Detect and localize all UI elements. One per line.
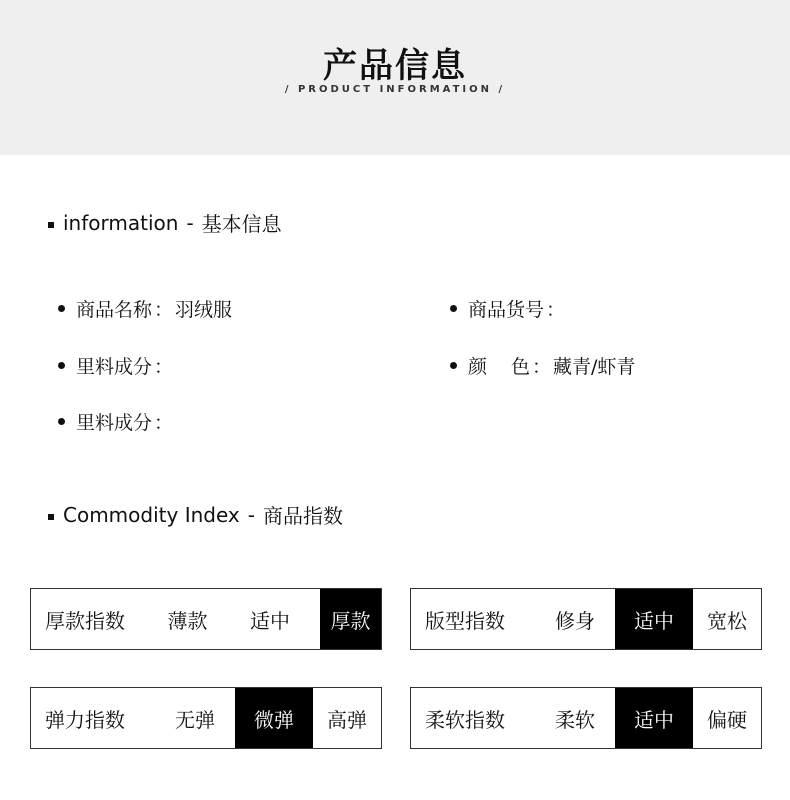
index-option: 微弹 <box>235 688 313 748</box>
info-label: 里料成分 <box>76 356 153 378</box>
page-title: 产品信息 <box>323 46 467 86</box>
index-option: 适中 <box>615 589 693 649</box>
info-label <box>468 352 530 379</box>
section-heading-en: Commodity Index <box>63 502 240 527</box>
info-item-product-name <box>58 295 232 322</box>
info-label: 商品名称 <box>76 299 153 321</box>
dot-bullet-icon <box>450 305 457 312</box>
index-option: 修身 <box>555 608 595 633</box>
index-box-elasticity <box>30 687 382 749</box>
info-item-color <box>450 352 635 379</box>
index-box-name: 弹力指数 <box>45 707 125 732</box>
index-option: 宽松 <box>707 608 747 633</box>
dot-bullet-icon <box>450 362 457 369</box>
info-colon: ： <box>154 412 174 434</box>
info-colon: ： <box>154 299 174 321</box>
info-label: 商品货号 <box>468 299 545 321</box>
section-heading-dash: - <box>247 502 255 527</box>
index-option: 无弹 <box>175 707 215 732</box>
info-colon: ： <box>154 356 174 378</box>
dot-bullet-icon <box>58 305 65 312</box>
index-option: 厚款 <box>320 589 381 649</box>
info-label-char: 色 <box>510 356 530 378</box>
index-option: 适中 <box>615 688 693 748</box>
info-value: 羽绒服 <box>175 299 233 321</box>
info-colon: ： <box>532 356 552 378</box>
index-option: 薄款 <box>167 608 208 633</box>
index-box-name: 厚款指数 <box>45 608 125 633</box>
index-box-thickness <box>30 588 382 650</box>
dot-bullet-icon <box>58 362 65 369</box>
info-colon: ： <box>546 299 566 321</box>
index-box-fit <box>410 588 762 650</box>
info-item-lining-2 <box>58 408 175 435</box>
section-heading-en: information <box>63 210 179 235</box>
info-label-char: 颜 <box>468 356 488 378</box>
index-option: 高弹 <box>327 707 367 732</box>
info-value: 藏青/虾青 <box>553 356 636 378</box>
info-label: 里料成分 <box>76 412 153 434</box>
page-subtitle: / PRODUCT INFORMATION / <box>284 84 506 95</box>
square-bullet-icon <box>48 514 54 520</box>
section-heading-basic <box>48 208 282 237</box>
section-heading-index <box>48 500 343 529</box>
section-heading-cn: 商品指数 <box>262 504 343 528</box>
index-option: 柔软 <box>555 707 595 732</box>
index-option: 偏硬 <box>707 707 747 732</box>
index-box-name: 版型指数 <box>425 608 505 633</box>
index-box-name: 柔软指数 <box>425 707 505 732</box>
info-item-product-code <box>450 295 567 322</box>
section-heading-dash: - <box>186 210 194 235</box>
info-item-lining-1 <box>58 352 175 379</box>
page-header <box>0 0 790 155</box>
index-box-softness <box>410 687 762 749</box>
section-heading-cn: 基本信息 <box>201 212 282 236</box>
index-option: 适中 <box>250 608 290 633</box>
square-bullet-icon <box>48 222 54 228</box>
dot-bullet-icon <box>58 418 65 425</box>
